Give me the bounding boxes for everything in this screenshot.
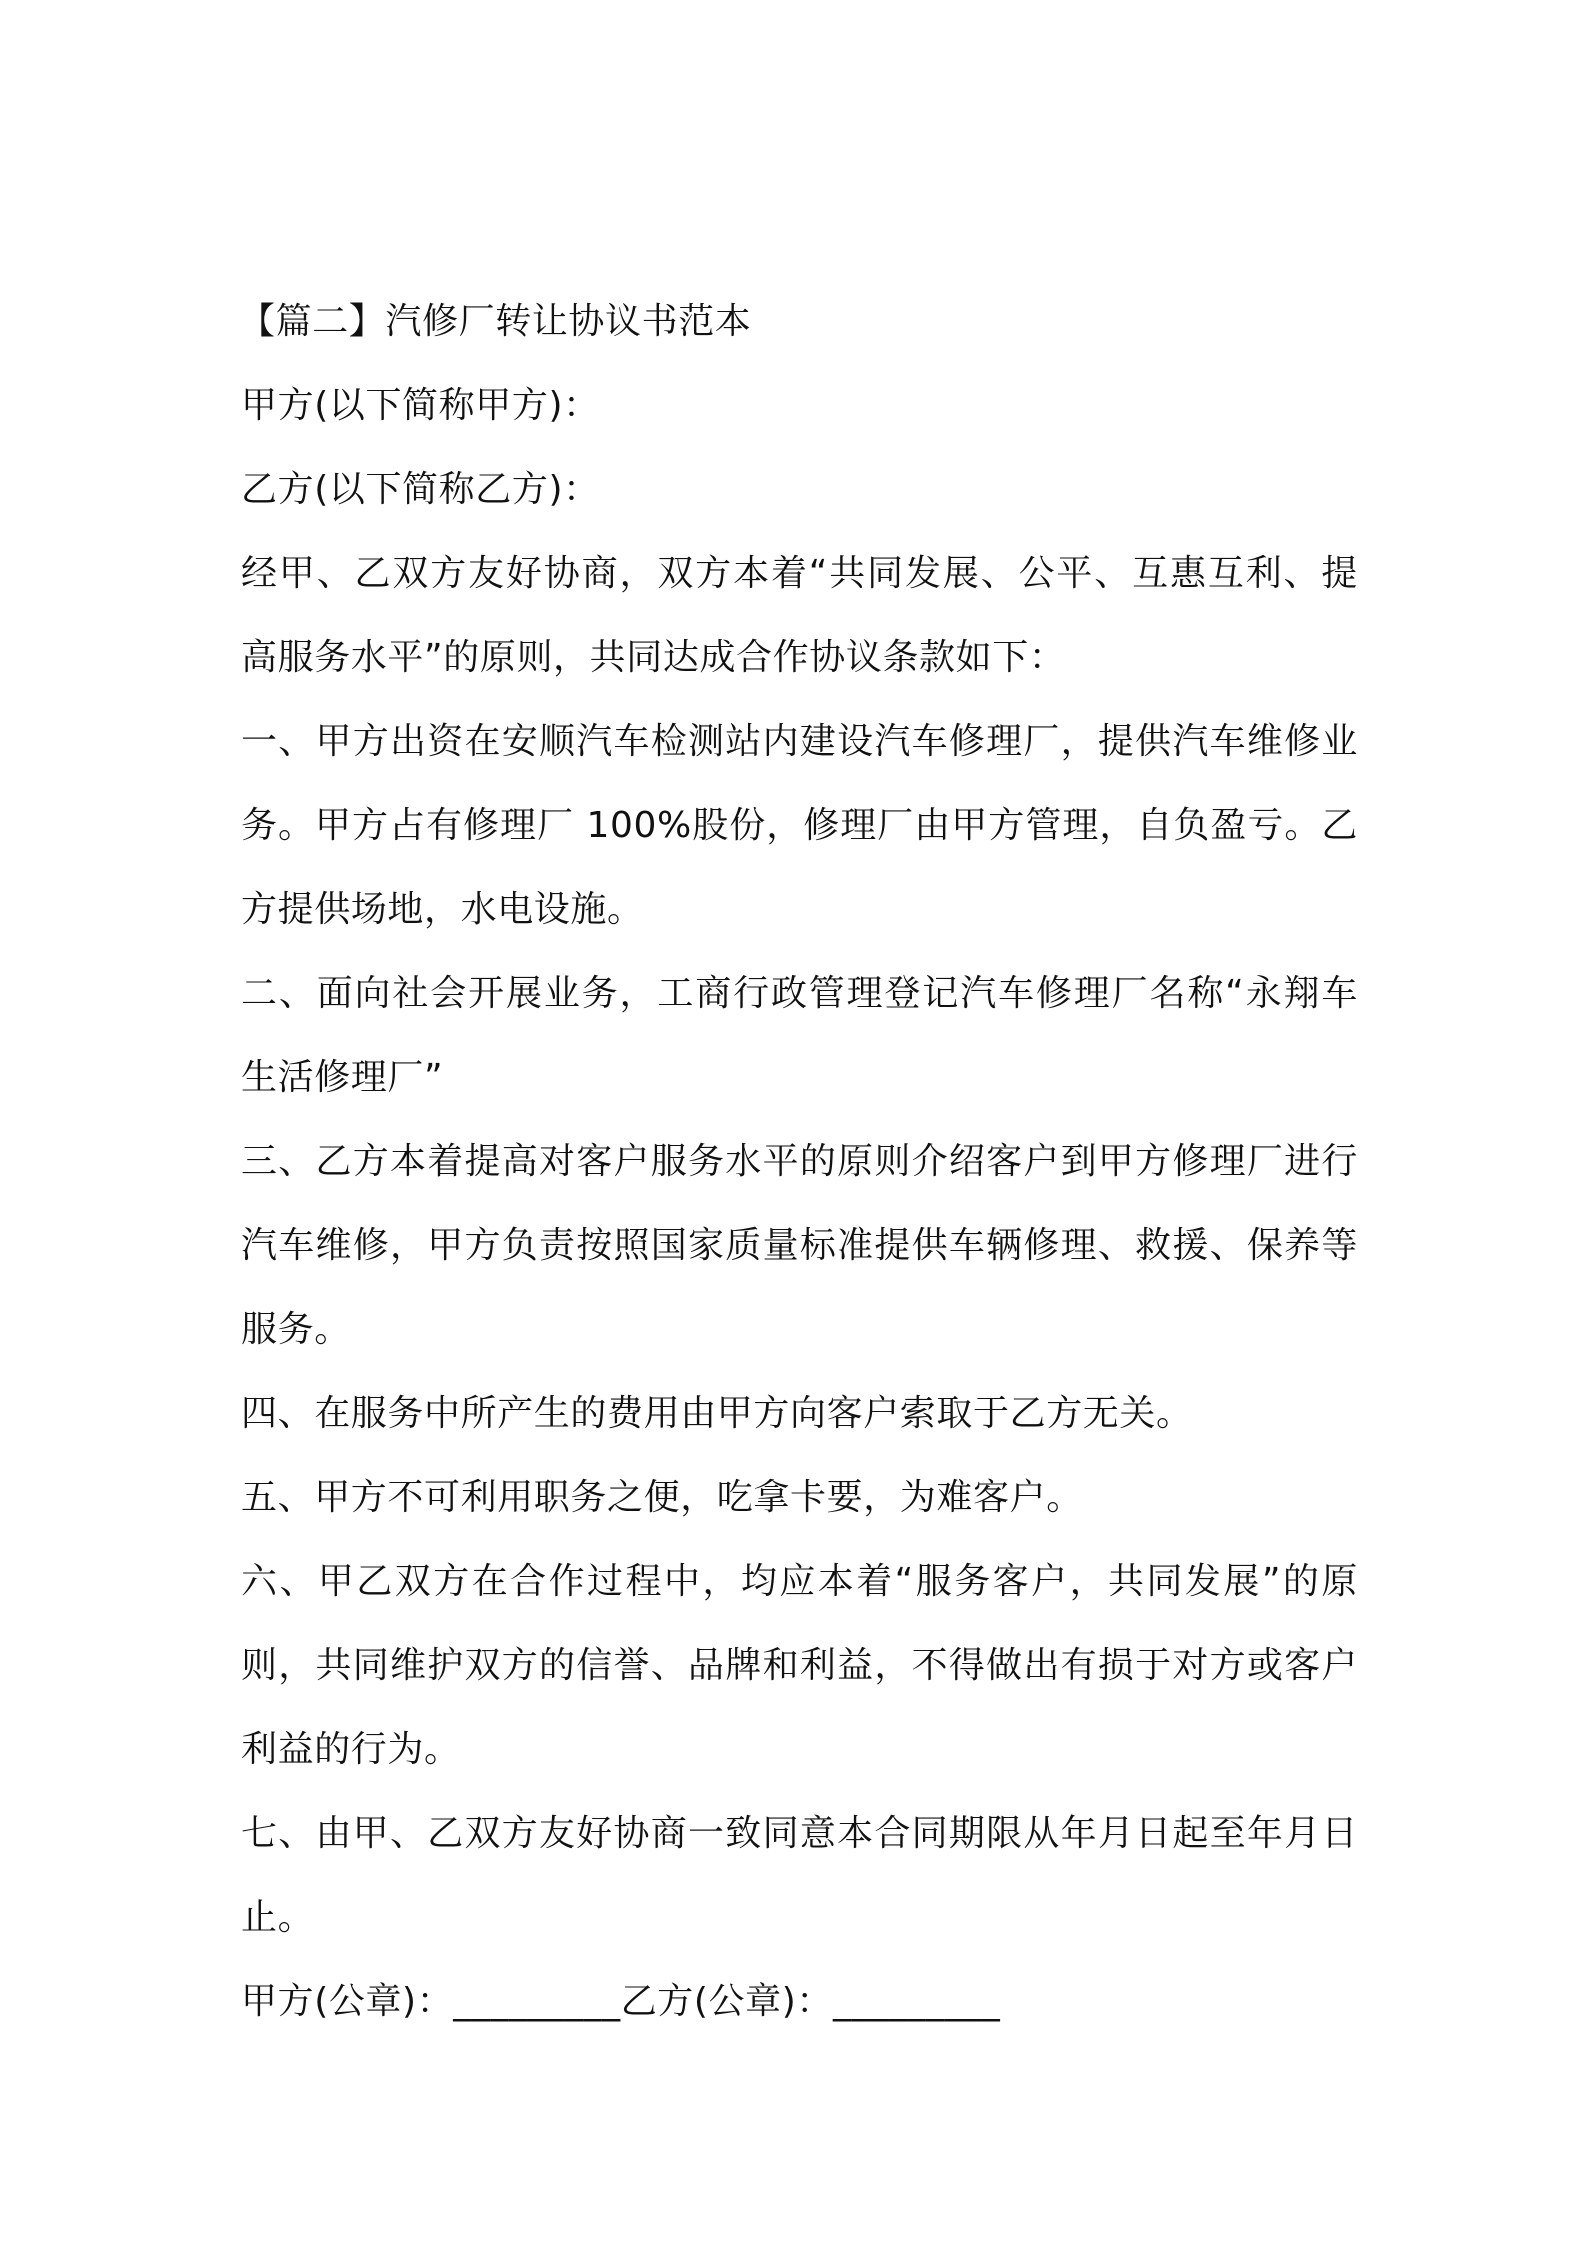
party-b-line: 乙方(以下简称乙方)：: [241, 469, 600, 510]
clause-2: 二、面向社会开展业务，工商行政管理登记汽车修理厂名称“永翔车生活修理厂”: [241, 973, 1358, 1098]
clause-5: 五、甲方不可利用职务之便，吃拿卡要，为难客户。: [241, 1477, 1083, 1518]
signature-line: 甲方(公章)：_________乙方(公章)：_________: [241, 1981, 1001, 2022]
clause-1: 一、甲方出资在安顺汽车检测站内建设汽车修理厂，提供汽车维修业务。甲方占有修理厂 100%股份，修理厂由甲方管理，自负盈亏。乙方提供场地，水电设施。: [241, 721, 1358, 930]
clause-3: 三、乙方本着提高对客户服务水平的原则介绍客户到甲方修理厂进行汽车维修，甲方负责按照国家质量标准提供车辆修理、救援、保养等服务。: [241, 1141, 1358, 1350]
document-title: 【篇二】汽修厂转让协议书范本: [239, 301, 752, 342]
intro-paragraph: 经甲、乙双方友好协商，双方本着“共同发展、公平、互惠互利、提高服务水平”的原则，共同达成合作协议条款如下：: [241, 553, 1358, 678]
document-body: [241, 280, 1358, 2044]
party-a-line: 甲方(以下简称甲方)：: [241, 385, 600, 426]
clause-6: 六、甲乙双方在合作过程中，均应本着“服务客户，共同发展”的原则，共同维护双方的信誉、品牌和利益，不得做出有损于对方或客户利益的行为。: [241, 1561, 1358, 1770]
clause-4: 四、在服务中所产生的费用由甲方向客户索取于乙方无关。: [241, 1393, 1193, 1434]
clause-7: 七、由甲、乙双方友好协商一致同意本合同期限从年月日起至年月日止。: [241, 1813, 1358, 1938]
